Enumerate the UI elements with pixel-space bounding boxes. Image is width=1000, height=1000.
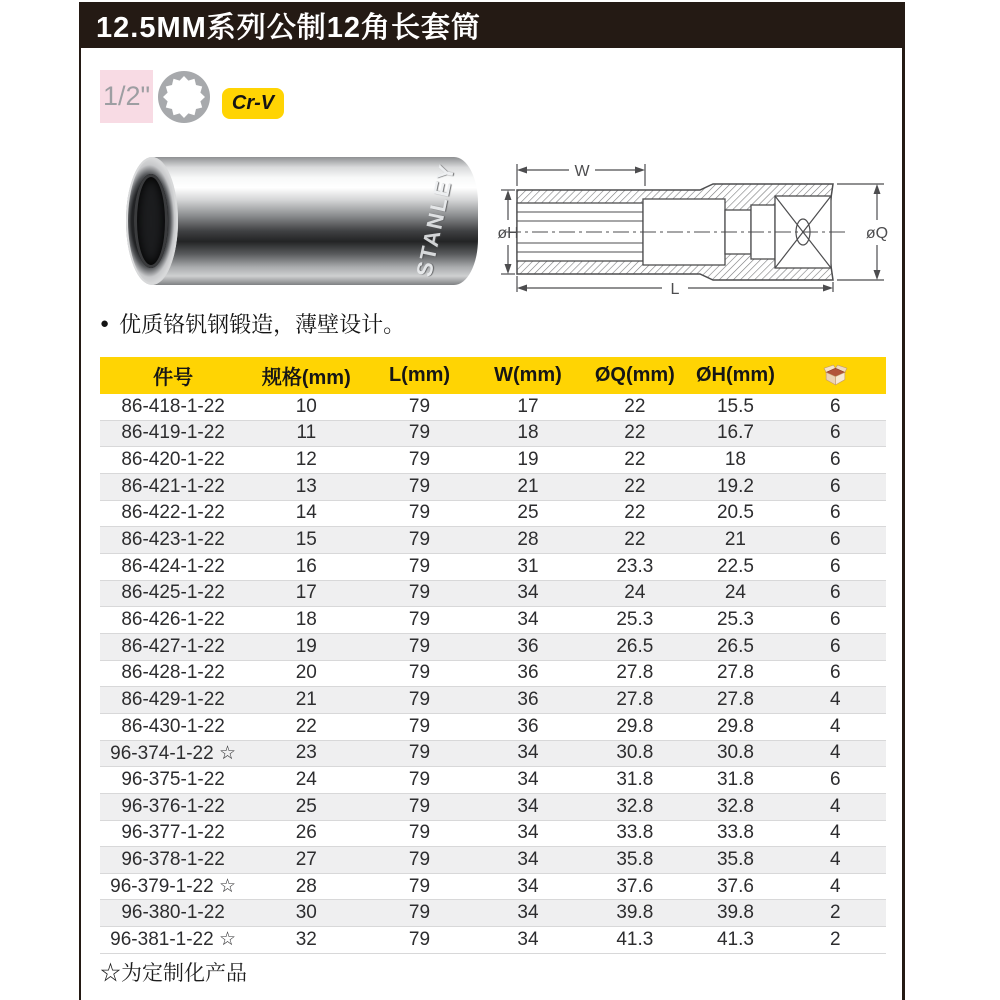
oq-cell: 22 (624, 475, 646, 497)
table-row (100, 527, 886, 554)
l-cell: 79 (408, 875, 431, 897)
table-row (100, 554, 886, 581)
part-number-cell: 86-421-1-22 (121, 475, 225, 497)
pack-qty-cell: 2 (829, 928, 841, 950)
pack-qty-cell: 6 (829, 422, 841, 444)
part-number-cell: 86-418-1-22 (121, 395, 225, 417)
l-cell: 79 (408, 715, 431, 737)
w-cell: 34 (517, 582, 539, 604)
oh-cell: 33.8 (716, 822, 754, 844)
spec-cell: 18 (295, 609, 317, 631)
drive-size-badge (100, 70, 153, 123)
w-cell: 34 (517, 769, 539, 791)
w-cell: 34 (517, 902, 539, 924)
part-number-cell: 86-427-1-22 (121, 635, 225, 657)
table-row (100, 767, 886, 794)
oh-cell: 20.5 (716, 502, 754, 524)
table-row (100, 634, 886, 661)
l-cell: 79 (408, 529, 431, 551)
l-cell: 79 (408, 928, 431, 950)
l-cell: 79 (408, 822, 431, 844)
dim-label-w: W (574, 163, 590, 180)
part-number-cell: 86-428-1-22 (121, 662, 225, 684)
oq-cell: 31.8 (616, 769, 654, 791)
pack-qty-cell: 6 (829, 662, 841, 684)
footnote: ☆为定制化产品 (100, 962, 247, 985)
title-bar (79, 2, 905, 48)
page-border-right (902, 2, 905, 1000)
table-row (100, 607, 886, 634)
l-cell: 79 (408, 689, 431, 711)
w-cell: 36 (517, 662, 539, 684)
oq-cell: 26.5 (616, 635, 654, 657)
w-cell: 21 (517, 475, 539, 497)
w-cell: 19 (517, 449, 539, 471)
w-cell: 34 (517, 609, 539, 631)
pack-qty-cell: 6 (829, 475, 841, 497)
brand-engraving: STANLEY (411, 161, 460, 279)
oq-cell: 32.8 (616, 795, 654, 817)
header-pack (785, 364, 886, 387)
material-badge (222, 88, 284, 119)
spec-cell: 25 (295, 795, 317, 817)
spec-cell: 19 (295, 635, 317, 657)
part-number-cell: 96-378-1-22 (121, 848, 225, 870)
oh-cell: 18 (724, 449, 746, 471)
part-number-cell: 96-377-1-22 (121, 822, 225, 844)
oh-cell: 37.6 (716, 875, 754, 897)
l-cell: 79 (408, 742, 431, 764)
pack-qty-cell: 4 (829, 875, 841, 897)
w-cell: 34 (517, 875, 539, 897)
table-row (100, 661, 886, 688)
header-l: L(mm) (388, 364, 451, 386)
oq-cell: 22 (624, 502, 646, 524)
pack-qty-cell: 6 (829, 395, 841, 417)
spec-cell: 26 (295, 822, 317, 844)
pack-qty-cell: 6 (829, 502, 841, 524)
table-row (100, 847, 886, 874)
oq-cell: 37.6 (616, 875, 654, 897)
part-number-cell: 96-380-1-22 (121, 902, 225, 924)
w-cell: 36 (517, 715, 539, 737)
table-row (100, 927, 886, 954)
part-number-cell: 96-374-1-22 ☆ (110, 742, 237, 764)
w-cell: 34 (517, 822, 539, 844)
page-title: 12.5MM系列公制12角长套筒 (96, 11, 482, 44)
w-cell: 36 (517, 689, 539, 711)
l-cell: 79 (408, 609, 431, 631)
l-cell: 79 (408, 662, 431, 684)
spec-cell: 12 (295, 449, 317, 471)
w-cell: 36 (517, 635, 539, 657)
table-row (100, 581, 886, 608)
pack-qty-cell: 6 (829, 449, 841, 471)
bullet-dot: ● (100, 314, 110, 332)
oh-cell: 15.5 (716, 395, 754, 417)
l-cell: 79 (408, 769, 431, 791)
part-number-cell: 86-425-1-22 (121, 582, 225, 604)
l-cell: 79 (408, 555, 431, 577)
spec-cell: 16 (295, 555, 317, 577)
technical-drawing (495, 150, 890, 296)
feature-text: 优质铬钒钢锻造，薄壁设计。 (119, 312, 406, 337)
w-cell: 17 (517, 395, 539, 417)
pack-qty-cell: 6 (829, 769, 841, 791)
oq-cell: 33.8 (616, 822, 654, 844)
oh-cell: 27.8 (716, 662, 754, 684)
part-number-cell: 86-429-1-22 (121, 689, 225, 711)
l-cell: 79 (408, 449, 431, 471)
part-number-cell: 86-426-1-22 (121, 609, 225, 631)
table-row (100, 874, 886, 901)
part-number-cell: 96-375-1-22 (121, 769, 225, 791)
part-number-cell: 86-424-1-22 (121, 555, 225, 577)
pack-qty-cell: 6 (829, 635, 841, 657)
oq-cell: 25.3 (616, 609, 654, 631)
oh-cell: 31.8 (716, 769, 754, 791)
pack-qty-cell: 4 (829, 742, 841, 764)
drive-size-label: 1/2" (102, 81, 151, 111)
pack-qty-cell: 2 (829, 902, 841, 924)
page-border-left (79, 2, 81, 1000)
w-cell: 34 (517, 742, 539, 764)
l-cell: 79 (408, 502, 431, 524)
spec-cell: 20 (295, 662, 317, 684)
oh-cell: 27.8 (716, 689, 754, 711)
oq-cell: 23.3 (616, 555, 654, 577)
oq-cell: 27.8 (616, 689, 654, 711)
spec-cell: 17 (295, 582, 317, 604)
socket-bore (134, 174, 168, 268)
pack-qty-cell: 4 (829, 848, 841, 870)
table-row (100, 714, 886, 741)
table-row (100, 687, 886, 714)
w-cell: 34 (517, 848, 539, 870)
spec-cell: 22 (295, 715, 317, 737)
spec-cell: 13 (295, 475, 317, 497)
spec-table (100, 357, 886, 954)
table-header-row (100, 357, 886, 394)
spec-cell: 14 (295, 502, 317, 524)
oq-cell: 35.8 (616, 848, 654, 870)
dim-label-l: L (670, 281, 680, 296)
12-point-socket-icon (157, 70, 211, 124)
spec-cell: 24 (295, 769, 317, 791)
pack-qty-cell: 6 (829, 555, 841, 577)
pack-qty-cell: 4 (829, 795, 841, 817)
spec-cell: 30 (295, 902, 317, 924)
oq-cell: 39.8 (616, 902, 654, 924)
table-body (100, 394, 886, 954)
spec-cell: 32 (295, 928, 317, 950)
spec-cell: 28 (295, 875, 317, 897)
table-row (100, 447, 886, 474)
spec-cell: 27 (295, 848, 317, 870)
oh-cell: 32.8 (716, 795, 754, 817)
pack-qty-cell: 6 (829, 529, 841, 551)
pack-qty-cell: 6 (829, 582, 841, 604)
oq-cell: 29.8 (616, 715, 654, 737)
pack-qty-cell: 4 (829, 689, 841, 711)
spec-cell: 23 (295, 742, 317, 764)
oq-cell: 22 (624, 529, 646, 551)
table-row (100, 900, 886, 927)
oq-cell: 22 (624, 395, 646, 417)
oh-cell: 29.8 (716, 715, 754, 737)
w-cell: 28 (517, 529, 539, 551)
pack-qty-cell: 4 (829, 715, 841, 737)
header-w: W(mm) (494, 364, 562, 386)
header-spec: 规格(mm) (261, 367, 351, 389)
l-cell: 79 (408, 635, 431, 657)
oh-cell: 16.7 (716, 422, 754, 444)
oh-cell: 41.3 (716, 928, 754, 950)
part-number-cell: 86-422-1-22 (121, 502, 225, 524)
pack-qty-cell: 4 (829, 822, 841, 844)
part-number-cell: 86-423-1-22 (121, 529, 225, 551)
table-row (100, 394, 886, 421)
l-cell: 79 (408, 848, 431, 870)
oq-cell: 24 (624, 582, 646, 604)
pack-qty-cell: 6 (829, 609, 841, 631)
package-box-icon (822, 364, 849, 387)
l-cell: 79 (408, 795, 431, 817)
part-number-cell: 86-430-1-22 (121, 715, 225, 737)
part-number-cell: 96-381-1-22 ☆ (110, 929, 237, 951)
part-number-cell: 96-376-1-22 (121, 795, 225, 817)
spec-cell: 10 (295, 395, 317, 417)
table-row (100, 821, 886, 848)
material-label: Cr-V (231, 92, 275, 114)
header-oq: ØQ(mm) (594, 364, 675, 386)
w-cell: 34 (517, 795, 539, 817)
header-oh: ØH(mm) (695, 364, 775, 386)
l-cell: 79 (408, 902, 431, 924)
w-cell: 25 (517, 502, 539, 524)
oh-cell: 26.5 (716, 635, 754, 657)
table-row (100, 501, 886, 528)
oq-cell: 22 (624, 449, 646, 471)
l-cell: 79 (408, 582, 431, 604)
oh-cell: 22.5 (716, 555, 754, 577)
oh-cell: 39.8 (716, 902, 754, 924)
table-row (100, 794, 886, 821)
oh-cell: 25.3 (716, 609, 754, 631)
part-number-cell: 86-420-1-22 (121, 449, 225, 471)
dim-label-h: øH (497, 225, 519, 242)
oq-cell: 27.8 (616, 662, 654, 684)
l-cell: 79 (408, 395, 431, 417)
dim-label-q: øQ (865, 225, 889, 242)
w-cell: 34 (517, 928, 539, 950)
oh-cell: 30.8 (716, 742, 754, 764)
oq-cell: 41.3 (616, 928, 654, 950)
spec-cell: 15 (295, 529, 317, 551)
oh-cell: 24 (724, 582, 746, 604)
l-cell: 79 (408, 475, 431, 497)
feature-bullet (100, 308, 405, 339)
oh-cell: 19.2 (716, 475, 754, 497)
oq-cell: 30.8 (616, 742, 654, 764)
spec-cell: 21 (295, 689, 317, 711)
part-number-cell: 86-419-1-22 (121, 422, 225, 444)
part-number-cell: 96-379-1-22 ☆ (110, 876, 237, 898)
spec-cell: 11 (296, 422, 317, 444)
product-photo (118, 148, 486, 296)
w-cell: 18 (517, 422, 539, 444)
l-cell: 79 (408, 422, 431, 444)
oh-cell: 21 (724, 529, 746, 551)
table-row (100, 421, 886, 448)
table-row (100, 474, 886, 501)
w-cell: 31 (517, 555, 539, 577)
oh-cell: 35.8 (716, 848, 754, 870)
table-row (100, 741, 886, 768)
header-part: 件号 (153, 367, 194, 389)
oq-cell: 22 (624, 422, 646, 444)
